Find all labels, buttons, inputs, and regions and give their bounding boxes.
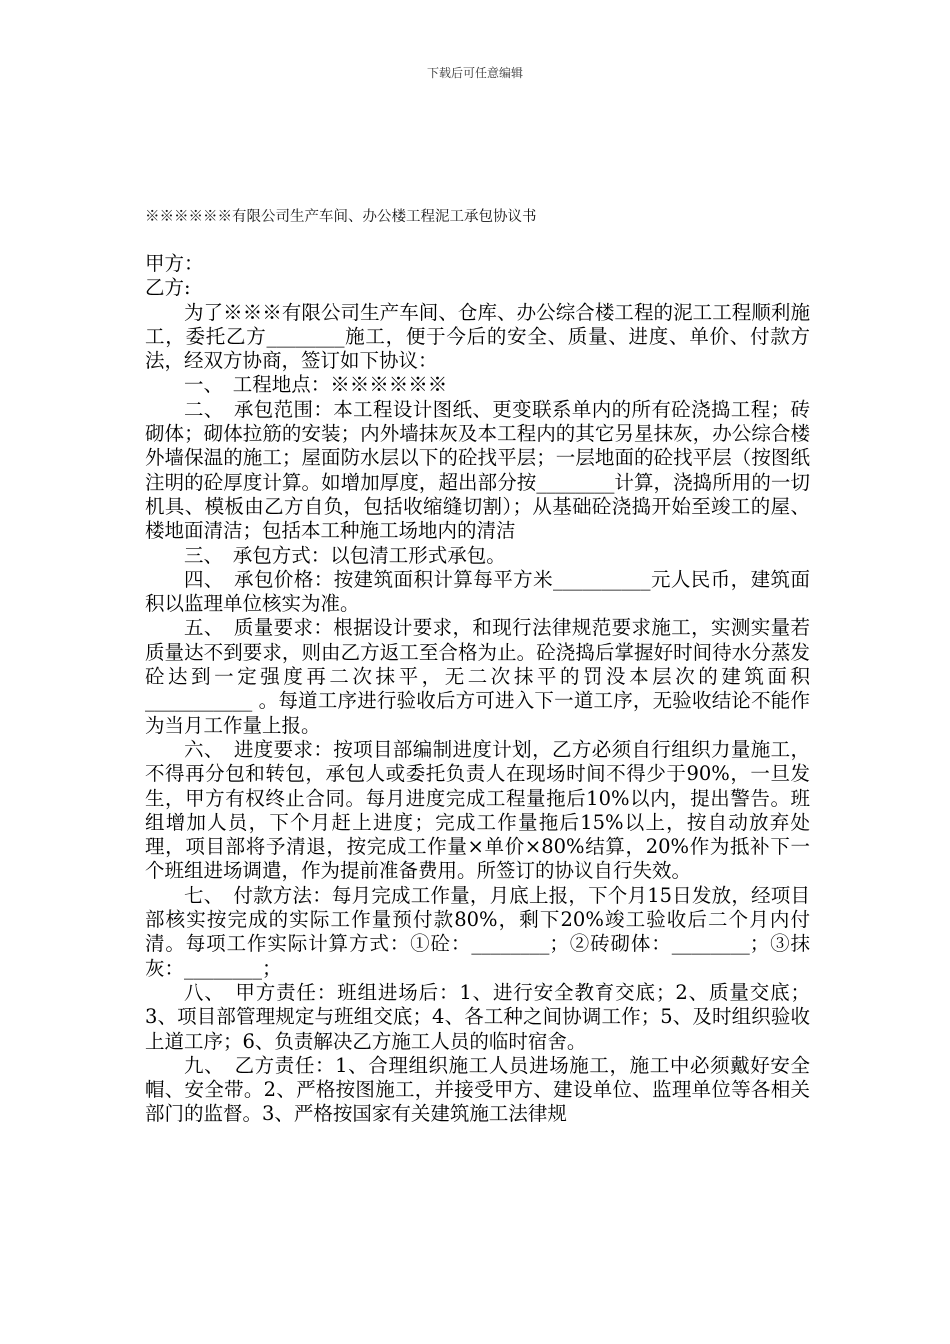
clause-6: 六、 进度要求：按项目部编制进度计划，乙方必须自行组织力量施工，不得再分包和转包，承包人或委托负责人在现场时间不得少于90%，一旦发生，甲方有权终止合同。每月进度完成工程量拖后10%以内，提出警告。班组增加人员，下个月赶上进度；完成工作量拖后15%以上，按自动放弃处理，项目部将予清退，按完成工作量×单价×80%结算，20%作为抵补下一个班组进场调遣，作为提前准备费用。所签订的协议自行失效。 [145,737,810,883]
clause-1: 一、 工程地点：※※※※※※ [184,373,448,397]
clause-8: 八、 甲方责任：班组进场后：1、进行安全教育交底；2、质量交底；3、项目部管理规定与班组交底；4、各工种之间协调工作；5、及时组织验收上道工序；6、负责解决乙方施工人员的临时宿舍。 [145,980,810,1053]
header-note: 下载后可任意编辑 [426,66,523,80]
document-body [145,252,810,1127]
party-b-line: 乙方: [145,276,191,300]
clause-4: 四、 承包价格：按建筑面积计算每平方米__________元人民币，建筑面积以监理单位核实为准。 [145,567,810,616]
clause-2: 二、 承包范围：本工程设计图纸、更变联系单内的所有砼浇捣工程；砖砌体；砌体拉筋的安装；内外墙抹灰及本工程内的其它另星抹灰，办公综合楼外墙保温的施工；屋面防水层以下的砼找平层；一层地面的砼找平层（按图纸注明的砼厚度计算。如增加厚度，超出部分按________计算，浇捣所用的一切机具、模板由乙方自负，包括收缩缝切割）；从基础砼浇捣开始至竣工的屋、楼地面清洁；包括本工种施工场地内的清洁 [145,397,810,543]
party-a-line: 甲方： [145,252,204,275]
document-title: ※※※※※※有限公司生产车间、办公楼工程泥工承包协议书 [145,209,537,225]
clause-3: 三、 承包方式：以包清工形式承包。 [184,543,506,567]
clause-5: 五、 质量要求：根据设计要求，和现行法律规范要求施工，实测实量若质量达不到要求，则由乙方返工至合格为止。砼浇捣后掌握好时间待水分蒸发砼达到一定强度再二次抹平，无二次抹平的罚没本层次的建筑面积 ___________ 。每道工序进行验收后方可进入下一道工序，无验收结论不能作为当月工作量上报。 [145,616,810,737]
clause-9: 九、 乙方责任：1、合理组织施工人员进场施工，施工中必须戴好安全帽、安全带。2、严格按图施工，并接受甲方、建设单位、监理单位等各相关部门的监督。3、严格按国家有关建筑施工法律规 [145,1053,810,1126]
clause-7: 七、 付款方法：每月完成工作量，月底上报，下个月15日发放，经项目部核实按完成的实际工作量预付款80%，剩下20%竣工验收后二个月内付清。每项工作实际计算方式：①砼：________；②砖砌体：________；③抹灰：________； [145,883,810,980]
intro-paragraph: 为了※※※有限公司生产车间、仓库、办公综合楼工程的泥工工程顺利施工，委托乙方________施工，便于今后的安全、质量、进度、单价、付款方法，经双方协商，签订如下协议： [145,300,810,373]
